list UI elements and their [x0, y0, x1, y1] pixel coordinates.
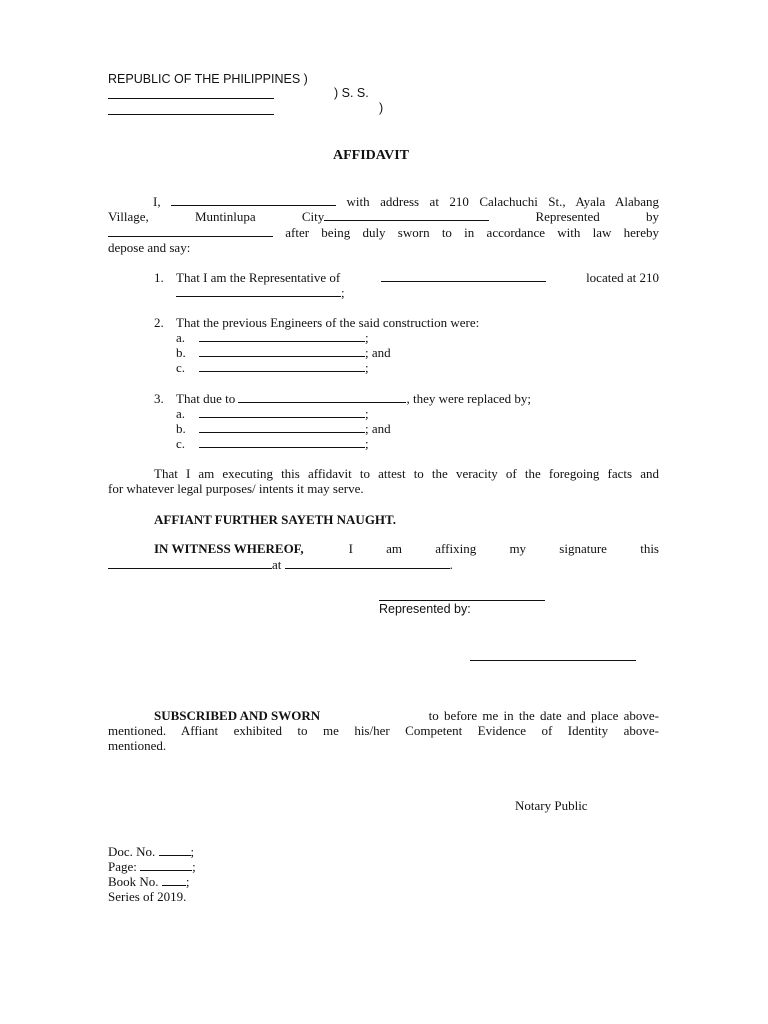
sub-suffix: ; and [365, 421, 391, 436]
affiant-signature-line [379, 600, 545, 601]
item-1-line-1 [176, 270, 659, 285]
closing-line-2: for whatever legal purposes/ intents it may serve. [108, 481, 364, 496]
subscribed-line-1 [154, 708, 659, 723]
engineer-blank [199, 360, 365, 372]
represented-by-label: Represented by: [379, 602, 471, 616]
name-blank [171, 194, 336, 206]
sub-suffix: ; [365, 330, 369, 345]
witness-line-1 [154, 541, 659, 556]
sub-suffix: ; [365, 406, 369, 421]
witness-end: . [449, 557, 453, 572]
item-3-text-b: , they were replaced by; [406, 391, 531, 406]
sub-suffix: ; [365, 360, 369, 375]
sub-letter: c. [176, 360, 186, 375]
item-3-sub-a [176, 406, 369, 421]
intro-after-sworn: after being duly sworn to in accordance with law hereby [285, 225, 659, 240]
item-3-sub-c [176, 436, 369, 451]
intro-by: by [645, 209, 659, 224]
sub-letter: b. [176, 421, 186, 436]
ss-label: ) S. S. [334, 86, 369, 100]
intro-depose: depose and say: [108, 240, 191, 255]
subscribed-line-2: mentioned. Affiant exhibited to me his/her Competent Evidence of Identity above- [108, 723, 659, 738]
item-3-text-a: That due to [176, 391, 236, 406]
reason-blank [238, 391, 406, 403]
date-blank [108, 557, 272, 569]
document-title: AFFIDAVIT [333, 148, 409, 163]
doc-no-blank [159, 844, 191, 856]
intro-city-group [302, 209, 489, 224]
witness-line-2 [108, 557, 453, 572]
representative-signature-line [470, 660, 636, 661]
affiant-naught: AFFIANT FURTHER SAYETH NAUGHT. [154, 512, 397, 527]
company-blank [381, 270, 546, 282]
sub-letter: c. [176, 436, 186, 451]
intro-represented: Represented [535, 209, 600, 224]
intro-line-2 [108, 209, 659, 224]
book-no-label: Book No. [108, 874, 159, 889]
page-blank [140, 859, 192, 871]
item-2-text: That the previous Engineers of the said construction were: [176, 315, 480, 330]
page-line: Page: ; [108, 859, 196, 874]
intro-village: Village, [108, 209, 149, 224]
subscribed-rest: to before me in the date and place above- [428, 708, 659, 723]
intro-address: with address at 210 Calachuchi St., Ayala Alabang [346, 194, 660, 209]
address-blank [176, 285, 341, 297]
item-1-end: ; [341, 285, 345, 300]
item-2-sub-a [176, 330, 369, 345]
item-2-sub-c [176, 360, 369, 375]
sub-suffix: ; [365, 436, 369, 451]
intro-line-1 [108, 194, 659, 209]
blank-line-city [108, 114, 274, 115]
book-no-blank [162, 874, 186, 886]
engineer-blank [199, 345, 365, 357]
item-1-line-2 [176, 285, 345, 300]
republic-heading: REPUBLIC OF THE PHILIPPINES ) [108, 72, 308, 86]
page-label: Page: [108, 859, 137, 874]
blank-line-province [108, 98, 274, 99]
intro-i: I, [153, 194, 161, 209]
replacement-blank [199, 436, 365, 448]
place-blank [285, 557, 450, 569]
notary-public-label: Notary Public [515, 798, 588, 813]
subscribed-line-3: mentioned. [108, 738, 167, 753]
doc-no-line: Doc. No. ; [108, 844, 195, 859]
series-line: Series of 2019. [108, 889, 187, 904]
engineer-blank [199, 330, 365, 342]
witness-at: at [272, 557, 282, 572]
book-no-line: Book No. ; [108, 874, 190, 889]
sub-letter: b. [176, 345, 186, 360]
item-3-text [176, 391, 531, 406]
intro-city: City [301, 209, 325, 224]
item-2-number: 2. [154, 315, 164, 330]
item-3-number: 3. [154, 391, 164, 406]
item-2-sub-b [176, 345, 391, 360]
replacement-blank [199, 406, 365, 418]
replacement-blank [199, 421, 365, 433]
doc-no-label: Doc. No. [108, 844, 156, 859]
item-3-sub-b [176, 421, 391, 436]
item-1-number: 1. [154, 270, 164, 285]
intro-muntinlupa: Muntinlupa [194, 209, 256, 224]
item-1-text: That I am the Representative of [176, 270, 341, 285]
sub-letter: a. [176, 406, 186, 421]
closing-paren: ) [379, 101, 384, 115]
witness-rest: I am affixing my signature this [348, 541, 659, 556]
closing-line-1: That I am executing this affidavit to attest to the veracity of the foregoing facts and [154, 466, 659, 481]
item-1-location: located at 210 [586, 270, 659, 285]
sub-suffix: ; and [365, 345, 391, 360]
intro-line-3 [108, 225, 659, 240]
city-blank [324, 209, 489, 221]
sub-letter: a. [176, 330, 186, 345]
subscribed-heading: SUBSCRIBED AND SWORN [154, 708, 321, 723]
witness-heading: IN WITNESS WHEREOF, [154, 541, 304, 556]
representative-blank [108, 225, 273, 237]
